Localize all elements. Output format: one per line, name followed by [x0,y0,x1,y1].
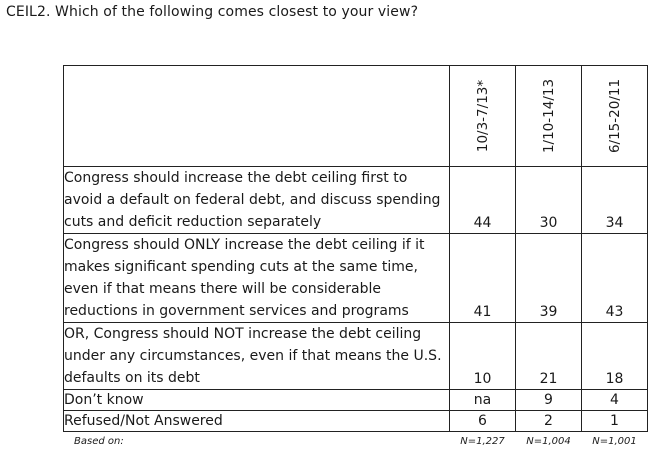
row-value: 2 [516,411,582,432]
row-value: na [450,390,516,411]
column-header [450,66,516,167]
row-value: 43 [582,234,648,323]
sample-size: N=1,227 [460,436,505,447]
sample-size: N=1,001 [592,436,637,447]
column-header-label: 10/3-7/13* [474,79,491,153]
row-label: Congress should increase the debt ceiling first to avoid a default on federal debt, and discuss spending cuts and deficit reduction separately [64,167,450,234]
sample-size: N=1,004 [526,436,571,447]
based-on-label: Based on: [74,436,124,447]
header-blank-cell [64,66,450,167]
column-header [582,66,648,167]
table-row [64,411,648,432]
row-label: Congress should ONLY increase the debt ceiling if it makes significant spending cuts at the same time, even if that means there will be considerable reductions in government services and programs [64,234,450,323]
row-value: 18 [582,323,648,390]
row-value: 41 [450,234,516,323]
row-label: Refused/Not Answered [64,411,450,432]
row-value: 6 [450,411,516,432]
row-value: 1 [582,411,648,432]
column-header [516,66,582,167]
results-table [63,65,648,432]
row-value: 4 [582,390,648,411]
table-row [64,323,648,390]
row-label: OR, Congress should NOT increase the debt ceiling under any circumstances, even if that means the U.S. defaults on its debt [64,323,450,390]
row-label: Don’t know [64,390,450,411]
row-value: 34 [582,167,648,234]
row-value: 9 [516,390,582,411]
row-value: 39 [516,234,582,323]
row-value: 21 [516,323,582,390]
table-row [64,390,648,411]
question-title: CEIL2. Which of the following comes closest to your view? [6,4,419,20]
header-row [64,66,648,167]
table-row [64,167,648,234]
column-header-label: 1/10-14/13 [540,78,557,154]
row-value: 10 [450,323,516,390]
table-row [64,234,648,323]
column-header-label: 6/15-20/11 [606,78,623,154]
row-value: 44 [450,167,516,234]
row-value: 30 [516,167,582,234]
